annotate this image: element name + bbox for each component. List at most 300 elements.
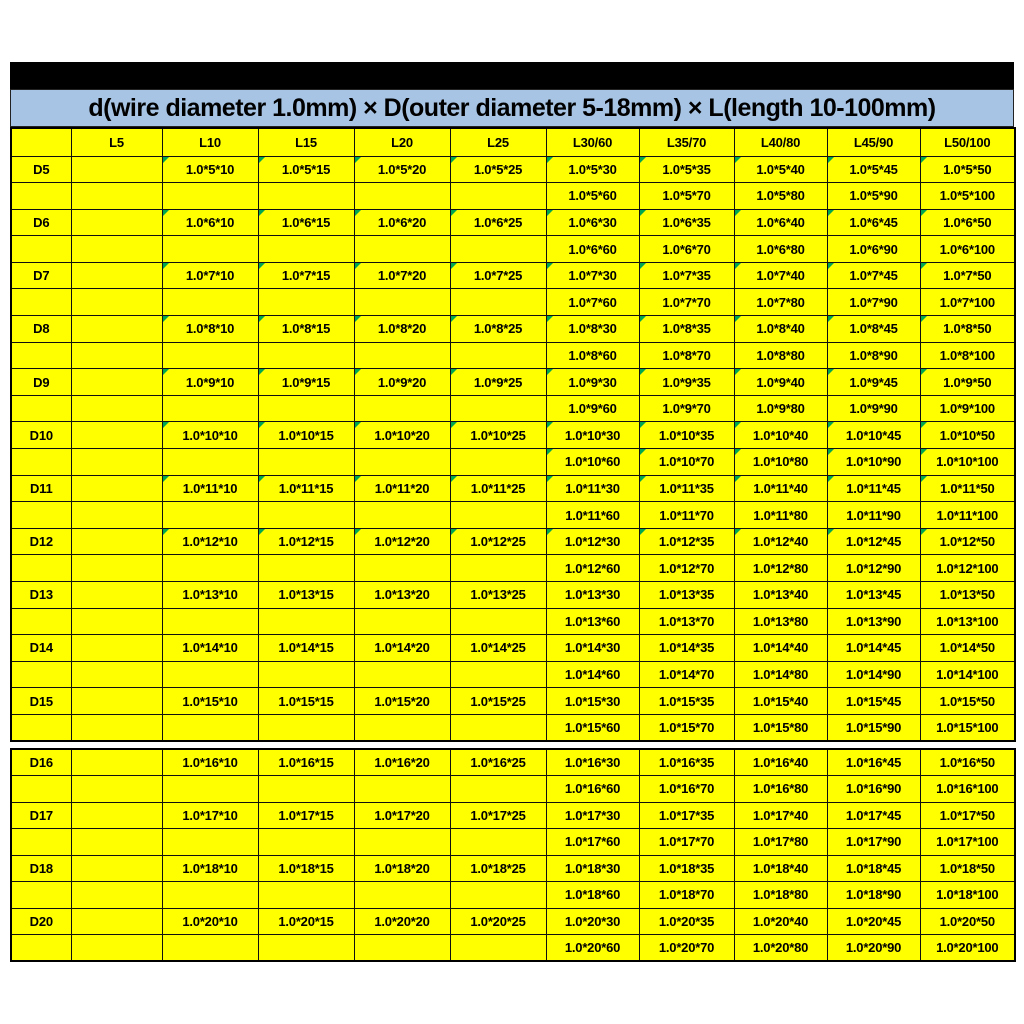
size-cell: 1.0*16*70: [639, 776, 734, 803]
size-cell: 1.0*7*60: [546, 289, 639, 316]
size-cell: 1.0*5*80: [734, 183, 827, 210]
empty-cell: [11, 608, 71, 635]
empty-cell: [71, 555, 162, 582]
size-cell: 1.0*17*40: [734, 802, 827, 829]
d-label-cell: D8: [11, 316, 71, 343]
size-cell: 1.0*11*100: [920, 502, 1015, 529]
size-cell: 1.0*16*35: [639, 749, 734, 776]
empty-cell: [71, 776, 162, 803]
cell-corner-marker-icon: [451, 263, 457, 269]
size-cell: 1.0*10*40: [734, 422, 827, 449]
cell-corner-marker-icon: [259, 316, 265, 322]
size-cell: 1.0*15*10: [162, 688, 258, 715]
empty-cell: [71, 635, 162, 662]
size-cell: 1.0*14*25: [450, 635, 546, 662]
d-label-cell: D9: [11, 369, 71, 396]
d-label-cell: D16: [11, 749, 71, 776]
size-cell: 1.0*20*80: [734, 935, 827, 962]
size-cell: 1.0*6*40: [734, 209, 827, 236]
cell-corner-marker-icon: [259, 210, 265, 216]
d-label-cell: D10: [11, 422, 71, 449]
size-cell: 1.0*10*20: [354, 422, 450, 449]
cell-corner-marker-icon: [640, 263, 646, 269]
size-cell: 1.0*9*35: [639, 369, 734, 396]
empty-cell: [354, 882, 450, 909]
size-cell: 1.0*11*30: [546, 475, 639, 502]
size-cell: 1.0*16*50: [920, 749, 1015, 776]
cell-corner-marker-icon: [735, 210, 741, 216]
empty-cell: [71, 342, 162, 369]
empty-cell: [71, 475, 162, 502]
size-row-d16: [11, 749, 1015, 776]
size-cell: 1.0*20*50: [920, 908, 1015, 935]
size-cell: 1.0*9*25: [450, 369, 546, 396]
empty-cell: [450, 449, 546, 476]
empty-cell: [71, 714, 162, 741]
size-row-d20-extended: [11, 935, 1015, 962]
cell-corner-marker-icon: [451, 157, 457, 163]
cell-corner-marker-icon: [547, 476, 553, 482]
size-cell: 1.0*18*60: [546, 882, 639, 909]
size-cell: 1.0*8*50: [920, 316, 1015, 343]
size-cell: 1.0*7*50: [920, 262, 1015, 289]
d-label-cell: D7: [11, 262, 71, 289]
size-cell: 1.0*5*100: [920, 183, 1015, 210]
cell-corner-marker-icon: [735, 157, 741, 163]
size-cell: 1.0*12*10: [162, 528, 258, 555]
size-cell: 1.0*12*15: [258, 528, 354, 555]
cell-corner-marker-icon: [735, 529, 741, 535]
size-cell: 1.0*17*80: [734, 829, 827, 856]
size-cell: 1.0*20*45: [827, 908, 920, 935]
cell-corner-marker-icon: [163, 369, 169, 375]
size-cell: 1.0*12*45: [827, 528, 920, 555]
empty-cell: [71, 661, 162, 688]
empty-cell: [11, 555, 71, 582]
size-cell: 1.0*10*25: [450, 422, 546, 449]
size-cell: 1.0*8*60: [546, 342, 639, 369]
cell-corner-marker-icon: [547, 210, 553, 216]
size-row-d16-extended: [11, 776, 1015, 803]
size-row-d13-extended: [11, 608, 1015, 635]
size-cell: 1.0*11*90: [827, 502, 920, 529]
size-cell: 1.0*9*15: [258, 369, 354, 396]
empty-cell: [71, 449, 162, 476]
empty-cell: [71, 582, 162, 609]
size-cell: 1.0*5*70: [639, 183, 734, 210]
size-cell: 1.0*6*20: [354, 209, 450, 236]
size-cell: 1.0*13*60: [546, 608, 639, 635]
cell-corner-marker-icon: [355, 529, 361, 535]
empty-cell: [11, 449, 71, 476]
empty-cell: [11, 342, 71, 369]
size-cell: 1.0*18*45: [827, 855, 920, 882]
cell-corner-marker-icon: [451, 210, 457, 216]
empty-cell: [354, 342, 450, 369]
column-header-l20: L20: [354, 128, 450, 156]
empty-cell: [162, 935, 258, 962]
size-cell: 1.0*18*25: [450, 855, 546, 882]
column-header-blank: [11, 128, 71, 156]
size-cell: 1.0*8*10: [162, 316, 258, 343]
size-cell: 1.0*6*80: [734, 236, 827, 263]
empty-cell: [71, 369, 162, 396]
size-cell: 1.0*18*100: [920, 882, 1015, 909]
empty-cell: [71, 422, 162, 449]
empty-cell: [162, 714, 258, 741]
size-cell: 1.0*17*60: [546, 829, 639, 856]
cell-corner-marker-icon: [259, 476, 265, 482]
empty-cell: [71, 156, 162, 183]
cell-corner-marker-icon: [735, 263, 741, 269]
size-cell: 1.0*15*40: [734, 688, 827, 715]
size-cell: 1.0*16*40: [734, 749, 827, 776]
size-cell: 1.0*15*80: [734, 714, 827, 741]
size-cell: 1.0*13*80: [734, 608, 827, 635]
cell-corner-marker-icon: [640, 449, 646, 455]
size-cell: 1.0*9*80: [734, 395, 827, 422]
empty-cell: [450, 236, 546, 263]
size-cell: 1.0*6*35: [639, 209, 734, 236]
size-cell: 1.0*7*20: [354, 262, 450, 289]
cell-corner-marker-icon: [259, 529, 265, 535]
size-cell: 1.0*20*10: [162, 908, 258, 935]
cell-corner-marker-icon: [640, 210, 646, 216]
empty-cell: [11, 183, 71, 210]
empty-cell: [71, 829, 162, 856]
size-cell: 1.0*6*50: [920, 209, 1015, 236]
empty-cell: [450, 776, 546, 803]
size-row-d15-extended: [11, 714, 1015, 741]
empty-cell: [162, 661, 258, 688]
size-cell: 1.0*17*15: [258, 802, 354, 829]
empty-cell: [11, 502, 71, 529]
column-header-l15: L15: [258, 128, 354, 156]
empty-cell: [258, 555, 354, 582]
size-cell: 1.0*9*10: [162, 369, 258, 396]
size-cell: 1.0*12*30: [546, 528, 639, 555]
table-title: d(wire diameter 1.0mm) × D(outer diameter 5-18mm) × L(length 10-100mm): [88, 93, 936, 122]
size-cell: 1.0*8*20: [354, 316, 450, 343]
empty-cell: [354, 608, 450, 635]
cell-corner-marker-icon: [640, 422, 646, 428]
d-label-cell: D20: [11, 908, 71, 935]
size-cell: 1.0*15*90: [827, 714, 920, 741]
cell-corner-marker-icon: [355, 369, 361, 375]
cell-corner-marker-icon: [640, 157, 646, 163]
size-cell: 1.0*16*80: [734, 776, 827, 803]
size-cell: 1.0*20*100: [920, 935, 1015, 962]
size-cell: 1.0*11*35: [639, 475, 734, 502]
size-cell: 1.0*13*30: [546, 582, 639, 609]
empty-cell: [258, 342, 354, 369]
empty-cell: [354, 935, 450, 962]
empty-cell: [71, 908, 162, 935]
cell-corner-marker-icon: [163, 316, 169, 322]
d-label-cell: D11: [11, 475, 71, 502]
cell-corner-marker-icon: [828, 449, 834, 455]
size-cell: 1.0*5*25: [450, 156, 546, 183]
empty-cell: [162, 183, 258, 210]
cell-corner-marker-icon: [921, 369, 927, 375]
size-cell: 1.0*10*15: [258, 422, 354, 449]
size-row-d6-extended: [11, 236, 1015, 263]
empty-cell: [162, 449, 258, 476]
size-cell: 1.0*7*70: [639, 289, 734, 316]
size-cell: 1.0*12*35: [639, 528, 734, 555]
cell-corner-marker-icon: [828, 369, 834, 375]
size-cell: 1.0*20*15: [258, 908, 354, 935]
size-cell: 1.0*15*35: [639, 688, 734, 715]
size-cell: 1.0*11*40: [734, 475, 827, 502]
size-cell: 1.0*5*10: [162, 156, 258, 183]
size-cell: 1.0*20*40: [734, 908, 827, 935]
empty-cell: [11, 935, 71, 962]
cell-corner-marker-icon: [921, 476, 927, 482]
size-cell: 1.0*14*45: [827, 635, 920, 662]
cell-corner-marker-icon: [355, 263, 361, 269]
top-black-bar: [10, 62, 1014, 89]
empty-cell: [11, 829, 71, 856]
size-row-d12-extended: [11, 555, 1015, 582]
size-cell: 1.0*16*20: [354, 749, 450, 776]
cell-corner-marker-icon: [547, 369, 553, 375]
size-cell: 1.0*18*35: [639, 855, 734, 882]
size-cell: 1.0*7*90: [827, 289, 920, 316]
size-cell: 1.0*8*15: [258, 316, 354, 343]
size-cell: 1.0*20*25: [450, 908, 546, 935]
cell-corner-marker-icon: [640, 316, 646, 322]
size-row-d12: [11, 528, 1015, 555]
size-cell: 1.0*16*10: [162, 749, 258, 776]
empty-cell: [71, 183, 162, 210]
size-row-d7: [11, 262, 1015, 289]
size-cell: 1.0*12*60: [546, 555, 639, 582]
empty-cell: [354, 502, 450, 529]
size-cell: 1.0*11*80: [734, 502, 827, 529]
cell-corner-marker-icon: [163, 529, 169, 535]
size-cell: 1.0*8*90: [827, 342, 920, 369]
cell-corner-marker-icon: [640, 529, 646, 535]
size-cell: 1.0*18*40: [734, 855, 827, 882]
column-header-row: [11, 128, 1015, 156]
size-cell: 1.0*7*80: [734, 289, 827, 316]
size-cell: 1.0*5*50: [920, 156, 1015, 183]
empty-cell: [11, 236, 71, 263]
size-cell: 1.0*14*35: [639, 635, 734, 662]
size-cell: 1.0*15*30: [546, 688, 639, 715]
cell-corner-marker-icon: [735, 476, 741, 482]
size-cell: 1.0*9*30: [546, 369, 639, 396]
empty-cell: [258, 236, 354, 263]
size-cell: 1.0*7*10: [162, 262, 258, 289]
size-cell: 1.0*9*40: [734, 369, 827, 396]
size-cell: 1.0*20*60: [546, 935, 639, 962]
column-header-l10: L10: [162, 128, 258, 156]
cell-corner-marker-icon: [355, 316, 361, 322]
size-row-d8-extended: [11, 342, 1015, 369]
size-cell: 1.0*9*90: [827, 395, 920, 422]
size-row-d7-extended: [11, 289, 1015, 316]
empty-cell: [354, 236, 450, 263]
size-cell: 1.0*9*45: [827, 369, 920, 396]
cell-corner-marker-icon: [828, 316, 834, 322]
empty-cell: [258, 714, 354, 741]
size-cell: 1.0*8*35: [639, 316, 734, 343]
size-cell: 1.0*16*15: [258, 749, 354, 776]
empty-cell: [258, 395, 354, 422]
empty-cell: [162, 395, 258, 422]
size-cell: 1.0*6*90: [827, 236, 920, 263]
empty-cell: [354, 714, 450, 741]
cell-corner-marker-icon: [259, 157, 265, 163]
d-label-cell: D18: [11, 855, 71, 882]
empty-cell: [354, 776, 450, 803]
size-cell: 1.0*5*45: [827, 156, 920, 183]
size-cell: 1.0*5*35: [639, 156, 734, 183]
empty-cell: [162, 502, 258, 529]
empty-cell: [354, 829, 450, 856]
size-cell: 1.0*6*45: [827, 209, 920, 236]
empty-cell: [11, 395, 71, 422]
empty-cell: [11, 882, 71, 909]
size-row-d17: [11, 802, 1015, 829]
cell-corner-marker-icon: [735, 449, 741, 455]
cell-corner-marker-icon: [828, 157, 834, 163]
size-row-d14-extended: [11, 661, 1015, 688]
size-cell: 1.0*13*40: [734, 582, 827, 609]
size-cell: 1.0*14*60: [546, 661, 639, 688]
empty-cell: [354, 395, 450, 422]
cell-corner-marker-icon: [259, 263, 265, 269]
size-cell: 1.0*14*70: [639, 661, 734, 688]
size-cell: 1.0*14*40: [734, 635, 827, 662]
size-cell: 1.0*17*45: [827, 802, 920, 829]
empty-cell: [11, 289, 71, 316]
size-cell: 1.0*5*15: [258, 156, 354, 183]
cell-corner-marker-icon: [921, 263, 927, 269]
cell-corner-marker-icon: [355, 157, 361, 163]
size-cell: 1.0*18*20: [354, 855, 450, 882]
size-cell: 1.0*7*30: [546, 262, 639, 289]
size-cell: 1.0*6*70: [639, 236, 734, 263]
column-header-l45-90: L45/90: [827, 128, 920, 156]
empty-cell: [11, 661, 71, 688]
size-cell: 1.0*18*80: [734, 882, 827, 909]
cell-corner-marker-icon: [547, 422, 553, 428]
cell-corner-marker-icon: [163, 476, 169, 482]
size-cell: 1.0*10*70: [639, 449, 734, 476]
empty-cell: [258, 882, 354, 909]
size-row-d10: [11, 422, 1015, 449]
cell-corner-marker-icon: [451, 476, 457, 482]
size-cell: 1.0*6*100: [920, 236, 1015, 263]
size-cell: 1.0*10*30: [546, 422, 639, 449]
size-cell: 1.0*13*10: [162, 582, 258, 609]
size-row-d15: [11, 688, 1015, 715]
cell-corner-marker-icon: [828, 210, 834, 216]
size-cell: 1.0*18*30: [546, 855, 639, 882]
empty-cell: [354, 661, 450, 688]
empty-cell: [71, 236, 162, 263]
size-cell: 1.0*9*100: [920, 395, 1015, 422]
empty-cell: [71, 502, 162, 529]
empty-cell: [450, 502, 546, 529]
empty-cell: [258, 183, 354, 210]
column-header-l50-100: L50/100: [920, 128, 1015, 156]
size-cell: 1.0*15*100: [920, 714, 1015, 741]
spring-size-table-lower: [10, 748, 1016, 962]
size-cell: 1.0*15*15: [258, 688, 354, 715]
column-header-l40-80: L40/80: [734, 128, 827, 156]
size-cell: 1.0*6*25: [450, 209, 546, 236]
size-cell: 1.0*17*70: [639, 829, 734, 856]
cell-corner-marker-icon: [163, 157, 169, 163]
empty-cell: [258, 661, 354, 688]
empty-cell: [354, 289, 450, 316]
size-cell: 1.0*13*20: [354, 582, 450, 609]
size-cell: 1.0*12*70: [639, 555, 734, 582]
empty-cell: [258, 608, 354, 635]
size-cell: 1.0*9*50: [920, 369, 1015, 396]
cell-corner-marker-icon: [355, 422, 361, 428]
size-cell: 1.0*7*25: [450, 262, 546, 289]
empty-cell: [71, 289, 162, 316]
cell-corner-marker-icon: [355, 210, 361, 216]
empty-cell: [71, 209, 162, 236]
column-header-l25: L25: [450, 128, 546, 156]
size-cell: 1.0*11*10: [162, 475, 258, 502]
size-cell: 1.0*13*90: [827, 608, 920, 635]
size-cell: 1.0*20*35: [639, 908, 734, 935]
cell-corner-marker-icon: [828, 529, 834, 535]
cell-corner-marker-icon: [640, 476, 646, 482]
size-cell: 1.0*7*45: [827, 262, 920, 289]
size-cell: 1.0*10*50: [920, 422, 1015, 449]
size-cell: 1.0*10*60: [546, 449, 639, 476]
cell-corner-marker-icon: [451, 422, 457, 428]
size-cell: 1.0*9*70: [639, 395, 734, 422]
size-cell: 1.0*17*25: [450, 802, 546, 829]
size-cell: 1.0*13*50: [920, 582, 1015, 609]
spring-size-table-upper: [10, 127, 1016, 742]
cell-corner-marker-icon: [735, 422, 741, 428]
empty-cell: [71, 802, 162, 829]
cell-corner-marker-icon: [355, 476, 361, 482]
size-cell: 1.0*6*15: [258, 209, 354, 236]
empty-cell: [162, 289, 258, 316]
empty-cell: [258, 502, 354, 529]
empty-cell: [450, 555, 546, 582]
size-row-d10-extended: [11, 449, 1015, 476]
cell-corner-marker-icon: [921, 316, 927, 322]
size-cell: 1.0*15*50: [920, 688, 1015, 715]
cell-corner-marker-icon: [640, 369, 646, 375]
size-cell: 1.0*20*90: [827, 935, 920, 962]
size-cell: 1.0*17*35: [639, 802, 734, 829]
size-row-d8: [11, 316, 1015, 343]
cell-corner-marker-icon: [547, 316, 553, 322]
size-cell: 1.0*13*25: [450, 582, 546, 609]
cell-corner-marker-icon: [921, 449, 927, 455]
empty-cell: [354, 555, 450, 582]
cell-corner-marker-icon: [547, 263, 553, 269]
size-cell: 1.0*7*40: [734, 262, 827, 289]
empty-cell: [71, 749, 162, 776]
empty-cell: [162, 882, 258, 909]
size-cell: 1.0*10*35: [639, 422, 734, 449]
cell-corner-marker-icon: [163, 263, 169, 269]
